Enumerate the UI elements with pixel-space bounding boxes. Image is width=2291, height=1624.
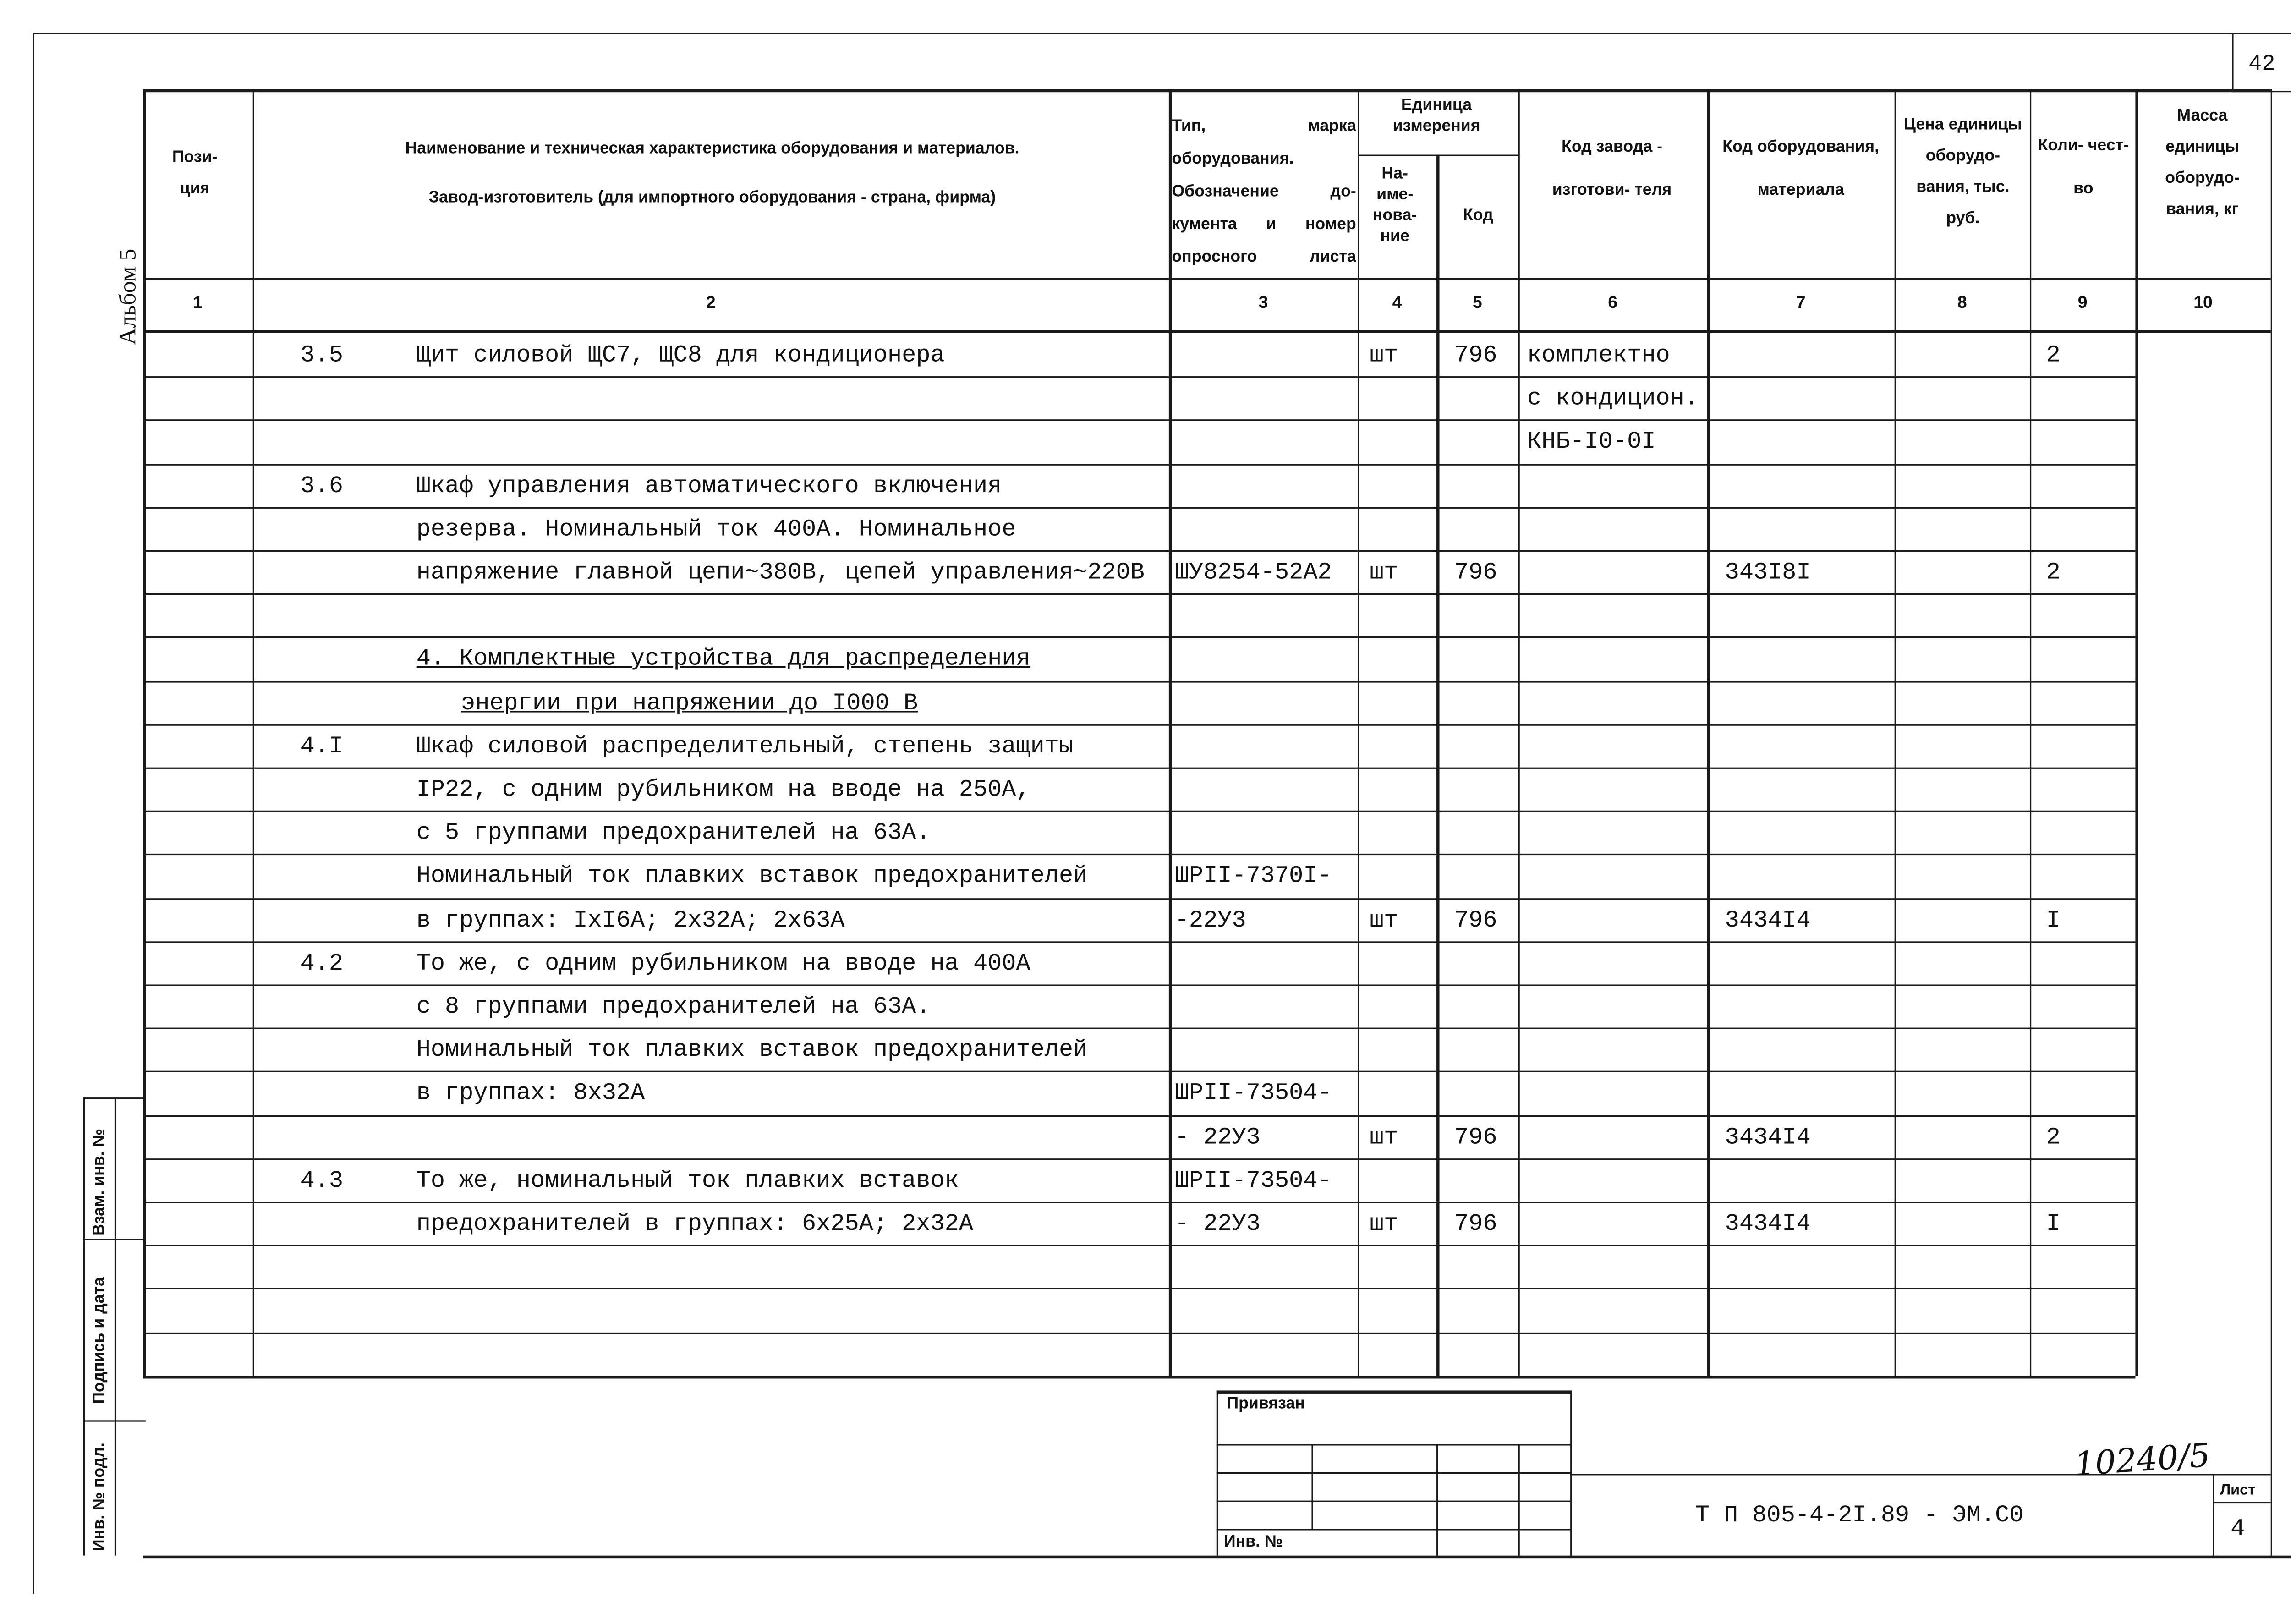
- column-number: 4: [1392, 294, 1402, 313]
- cell-unit-name: шт: [1370, 342, 1398, 369]
- cell-unit-code: 796: [1454, 559, 1497, 586]
- cell-unit-name: шт: [1370, 559, 1398, 586]
- table-line: [1707, 89, 1710, 1376]
- table-line: [1358, 89, 1359, 1376]
- table-line: [143, 278, 2271, 280]
- cell-position: 4.I: [300, 733, 344, 760]
- table-line: [143, 1245, 2136, 1246]
- cell-name: в группах: 8x32А: [416, 1080, 645, 1107]
- cell-quantity: I: [2046, 1210, 2061, 1238]
- title-line: [1518, 1444, 1520, 1557]
- header-unit-code: Код: [1463, 207, 1493, 225]
- table-line: [143, 330, 2271, 333]
- title-doc-code: Т П 805-4-2I.89 - ЭМ.С0: [1695, 1502, 2024, 1529]
- table-line: [1895, 89, 1896, 1376]
- cell-equipment-code: 3434I4: [1725, 1210, 1811, 1238]
- title-line: [2213, 1474, 2214, 1557]
- cell-type: ШУ8254-52А2: [1174, 559, 1332, 586]
- title-line: [1311, 1444, 1313, 1529]
- cell-position: 3.6: [300, 473, 344, 500]
- column-number: 8: [1957, 294, 1967, 313]
- column-number: 9: [2077, 294, 2088, 313]
- header-price: Цена единицы оборудо- вания, тыс. руб.: [1903, 116, 2022, 228]
- table-line: [143, 898, 2136, 900]
- cell-maker-code: с кондицион.: [1527, 385, 1699, 412]
- cell-type: ШРII-73504-: [1174, 1080, 1332, 1107]
- table-line: [143, 768, 2136, 769]
- table-line: [1518, 89, 1520, 1376]
- cell-quantity: 2: [2046, 559, 2061, 586]
- cell-maker-code: комплектно: [1527, 342, 1670, 369]
- cell-type: ШРII-73504-: [1174, 1167, 1332, 1195]
- table-line: [143, 1333, 2136, 1334]
- stamp-line: [83, 1097, 85, 1556]
- sheet-number: 42: [2248, 52, 2275, 77]
- cell-unit-name: шт: [1370, 1210, 1398, 1238]
- cell-name: IP22, с одним рубильником на вводе на 250А,: [416, 776, 1030, 803]
- cell-unit-code: 796: [1454, 342, 1497, 369]
- cell-name: напряжение главной цепи~380В, цепей управления~220В: [416, 559, 1145, 586]
- table-line: [143, 1288, 2136, 1289]
- header-unit-name: На- име- нова- ние: [1372, 165, 1417, 246]
- cell-name: Номинальный ток плавких вставок предохранителей: [416, 1037, 1088, 1064]
- header-position: Пози- ция: [172, 148, 218, 198]
- table-line: [143, 1202, 2136, 1203]
- cell-name: Номинальный ток плавких вставок предохранителей: [416, 862, 1088, 889]
- table-line: [2271, 89, 2272, 1556]
- cell-quantity: I: [2046, 907, 2061, 934]
- cell-name: Щит силовой ЩС7, ЩС8 для кондиционера: [416, 342, 945, 369]
- table-line: [143, 464, 2136, 466]
- cell-type: ШРII-7370I-: [1174, 862, 1332, 889]
- cell-type: - 22У3: [1174, 1210, 1261, 1238]
- table-line: [2135, 89, 2138, 1376]
- table-line: [143, 811, 2136, 812]
- cell-name: предохранителей в группах: 6x25А; 2x32А: [416, 1210, 974, 1238]
- column-number: 2: [706, 294, 716, 313]
- cell-position: 4.2: [300, 950, 344, 977]
- column-number: 3: [1258, 294, 1268, 313]
- frame-line: [2232, 33, 2233, 92]
- title-handwritten-number: 10240/5: [2073, 1437, 2212, 1485]
- stamp-line: [83, 1420, 146, 1421]
- column-number: 10: [2193, 294, 2213, 313]
- table-line: [143, 636, 2136, 638]
- stamp-line: [115, 1097, 116, 1556]
- cell-unit-code: 796: [1454, 907, 1497, 934]
- cell-name: То же, номинальный ток плавких вставок: [416, 1167, 959, 1195]
- table-line: [143, 1115, 2136, 1117]
- album-label: Альбом 5: [116, 248, 142, 345]
- column-number: 1: [193, 294, 203, 313]
- frame-line: [33, 33, 2291, 34]
- table-line: [143, 376, 2136, 378]
- stamp-line: [83, 1239, 146, 1240]
- cell-unit-code: 796: [1454, 1210, 1497, 1238]
- frame-line: [33, 33, 34, 1594]
- header-name-line1: Наименование и техническая характеристика оборудования и материалов.: [405, 140, 1019, 158]
- table-line: [143, 854, 2136, 855]
- table-line: [143, 1028, 2136, 1029]
- cell-name: резерва. Номинальный ток 400А. Номинальное: [416, 516, 1016, 543]
- cell-unit-name: шт: [1370, 1124, 1398, 1151]
- title-list-number: 4: [2231, 1515, 2245, 1542]
- table-line: [143, 681, 2136, 682]
- column-number: 5: [1472, 294, 1482, 313]
- title-privyazan: Привязан: [1227, 1395, 1305, 1413]
- column-number: 6: [1608, 294, 1618, 313]
- table-line: [143, 1071, 2136, 1072]
- header-maker-code: Код завода - изготови- теля: [1552, 138, 1672, 199]
- table-line: [143, 593, 2136, 595]
- header-name-line2: Завод-изготовитель (для импортного оборудования - страна, фирма): [428, 189, 996, 207]
- cell-name: энергии при напряжении до I000 В: [461, 690, 918, 717]
- stamp-vzam-inv: Взам. инв. №: [90, 1128, 109, 1236]
- title-line: [1436, 1444, 1438, 1557]
- column-number: 7: [1796, 294, 1806, 313]
- header-quantity: Коли- чест- во: [2038, 137, 2129, 198]
- title-line: [1217, 1390, 1572, 1393]
- table-line: [143, 724, 2136, 726]
- table-line: [143, 984, 2136, 986]
- cell-name: с 5 группами предохранителей на 63А.: [416, 819, 931, 846]
- title-line: [2213, 1502, 2271, 1503]
- table-line: [143, 1376, 2136, 1378]
- cell-quantity: 2: [2046, 1124, 2061, 1151]
- header-unit-group: Единица измерения: [1392, 96, 1480, 136]
- header-equipment-code: Код оборудования, материала: [1722, 138, 1880, 199]
- cell-name: Шкаф силовой распределительный, степень защиты: [416, 733, 1074, 760]
- table-line: [143, 1158, 2136, 1160]
- table-line: [1436, 155, 1439, 1376]
- cell-name: 4. Комплектные устройства для распределения: [416, 645, 1030, 672]
- title-list-label: Лист: [2220, 1482, 2256, 1499]
- table-line: [2030, 89, 2031, 1376]
- cell-equipment-code: 3434I4: [1725, 1124, 1811, 1151]
- cell-name: в группах: IxI6А; 2x32А; 2x63А: [416, 907, 845, 934]
- table-line: [143, 89, 146, 1376]
- stamp-inv-podl: Инв. № подл.: [90, 1443, 109, 1551]
- cell-name: с 8 группами предохранителей на 63А.: [416, 993, 931, 1020]
- cell-maker-code: КНБ-I0-0I: [1527, 428, 1656, 455]
- table-line: [143, 419, 2136, 421]
- title-inv-no: Инв. №: [1223, 1533, 1283, 1551]
- header-mass: Масса единицы оборудо- вания, кг: [2165, 107, 2240, 219]
- table-line: [143, 550, 2136, 552]
- header-type: Тип, марка оборудования. Обозначение до- кумента и номер опросного листа: [1172, 117, 1356, 266]
- cell-type: -22У3: [1174, 907, 1246, 934]
- cell-type: - 22У3: [1174, 1124, 1261, 1151]
- table-line: [1169, 89, 1172, 1376]
- cell-position: 3.5: [300, 342, 344, 369]
- cell-equipment-code: 343I8I: [1725, 559, 1811, 586]
- table-line: [143, 507, 2136, 509]
- cell-name: Шкаф управления автоматического включения: [416, 473, 1002, 500]
- cell-position: 4.3: [300, 1167, 344, 1195]
- cell-unit-name: шт: [1370, 907, 1398, 934]
- stamp-podpis-data: Подпись и дата: [90, 1277, 109, 1404]
- cell-quantity: 2: [2046, 342, 2061, 369]
- table-line: [253, 89, 254, 1376]
- table-line: [143, 941, 2136, 943]
- table-line: [143, 89, 2271, 92]
- cell-unit-code: 796: [1454, 1124, 1497, 1151]
- cell-equipment-code: 3434I4: [1725, 907, 1811, 934]
- cell-name: То же, с одним рубильником на вводе на 400А: [416, 950, 1030, 977]
